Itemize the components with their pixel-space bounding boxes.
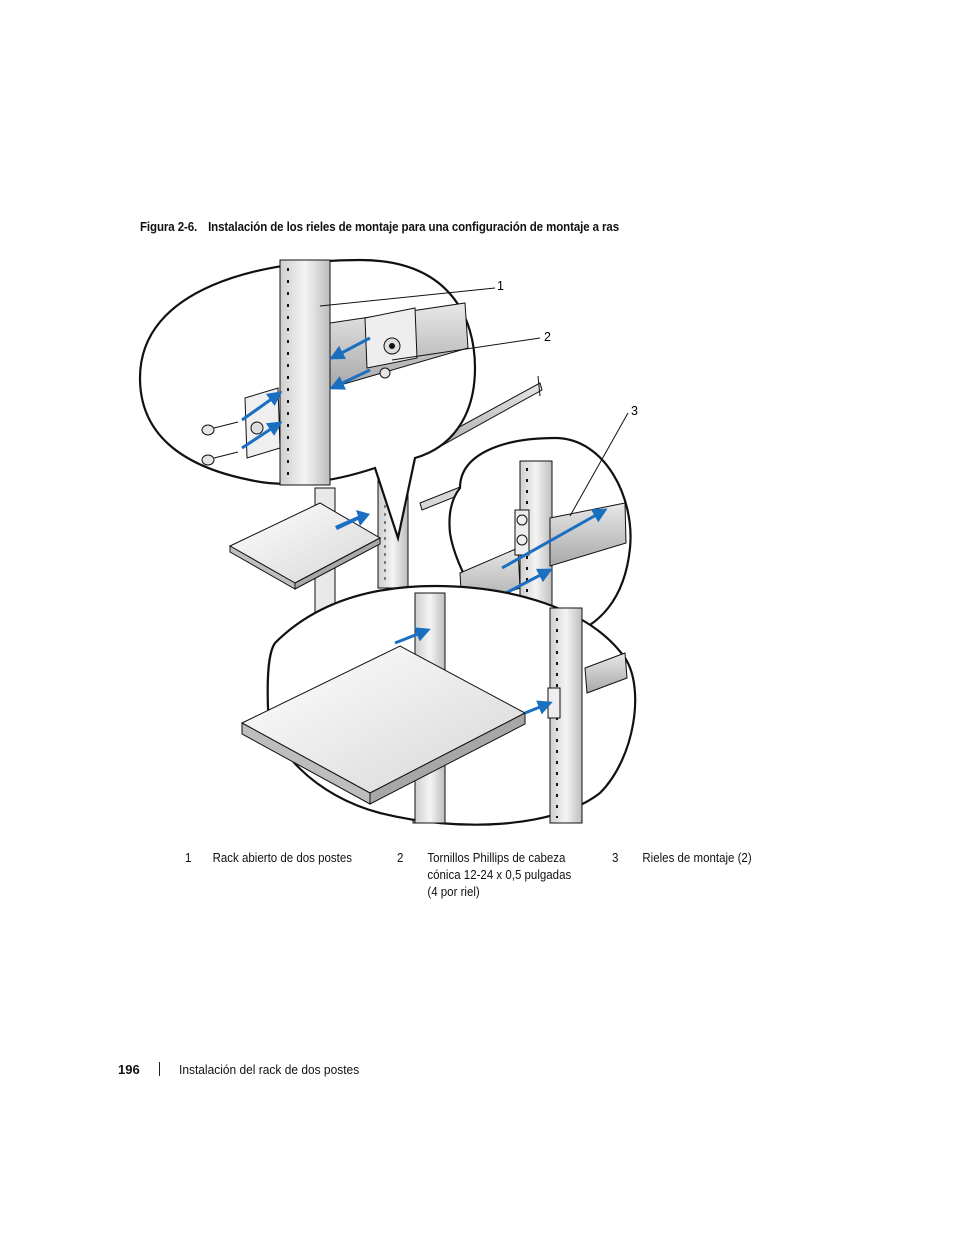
legend-text: cónica 12-24 x 0,5 pulgadas <box>427 868 572 882</box>
figure-caption <box>140 220 784 234</box>
legend-text: Rieles de montaje (2) <box>642 851 752 865</box>
figure-number: Figura 2-6. <box>140 220 198 234</box>
figure-title: Instalación de los rieles de montaje para una configuración de montaje a ras <box>208 220 620 234</box>
legend-number: 3 <box>612 851 619 865</box>
shelf-small <box>230 503 380 589</box>
legend-number: 1 <box>185 851 192 865</box>
zoom-bubble-bottom <box>242 586 635 825</box>
zoom-bubble-top <box>140 260 475 538</box>
legend-text: Rack abierto de dos postes <box>212 851 352 865</box>
callout-1: 1 <box>497 279 504 293</box>
callout-2: 2 <box>544 330 551 344</box>
callout-3: 3 <box>631 404 638 418</box>
footer-divider <box>159 1062 160 1076</box>
page-number: 196 <box>118 1062 140 1077</box>
legend-text: Tornillos Phillips de cabeza <box>427 851 566 865</box>
section-title: Instalación del rack de dos postes <box>179 1062 360 1077</box>
legend-text: (4 por riel) <box>427 885 480 899</box>
rail-installation-illustration <box>130 248 650 838</box>
legend-number: 2 <box>397 851 404 865</box>
